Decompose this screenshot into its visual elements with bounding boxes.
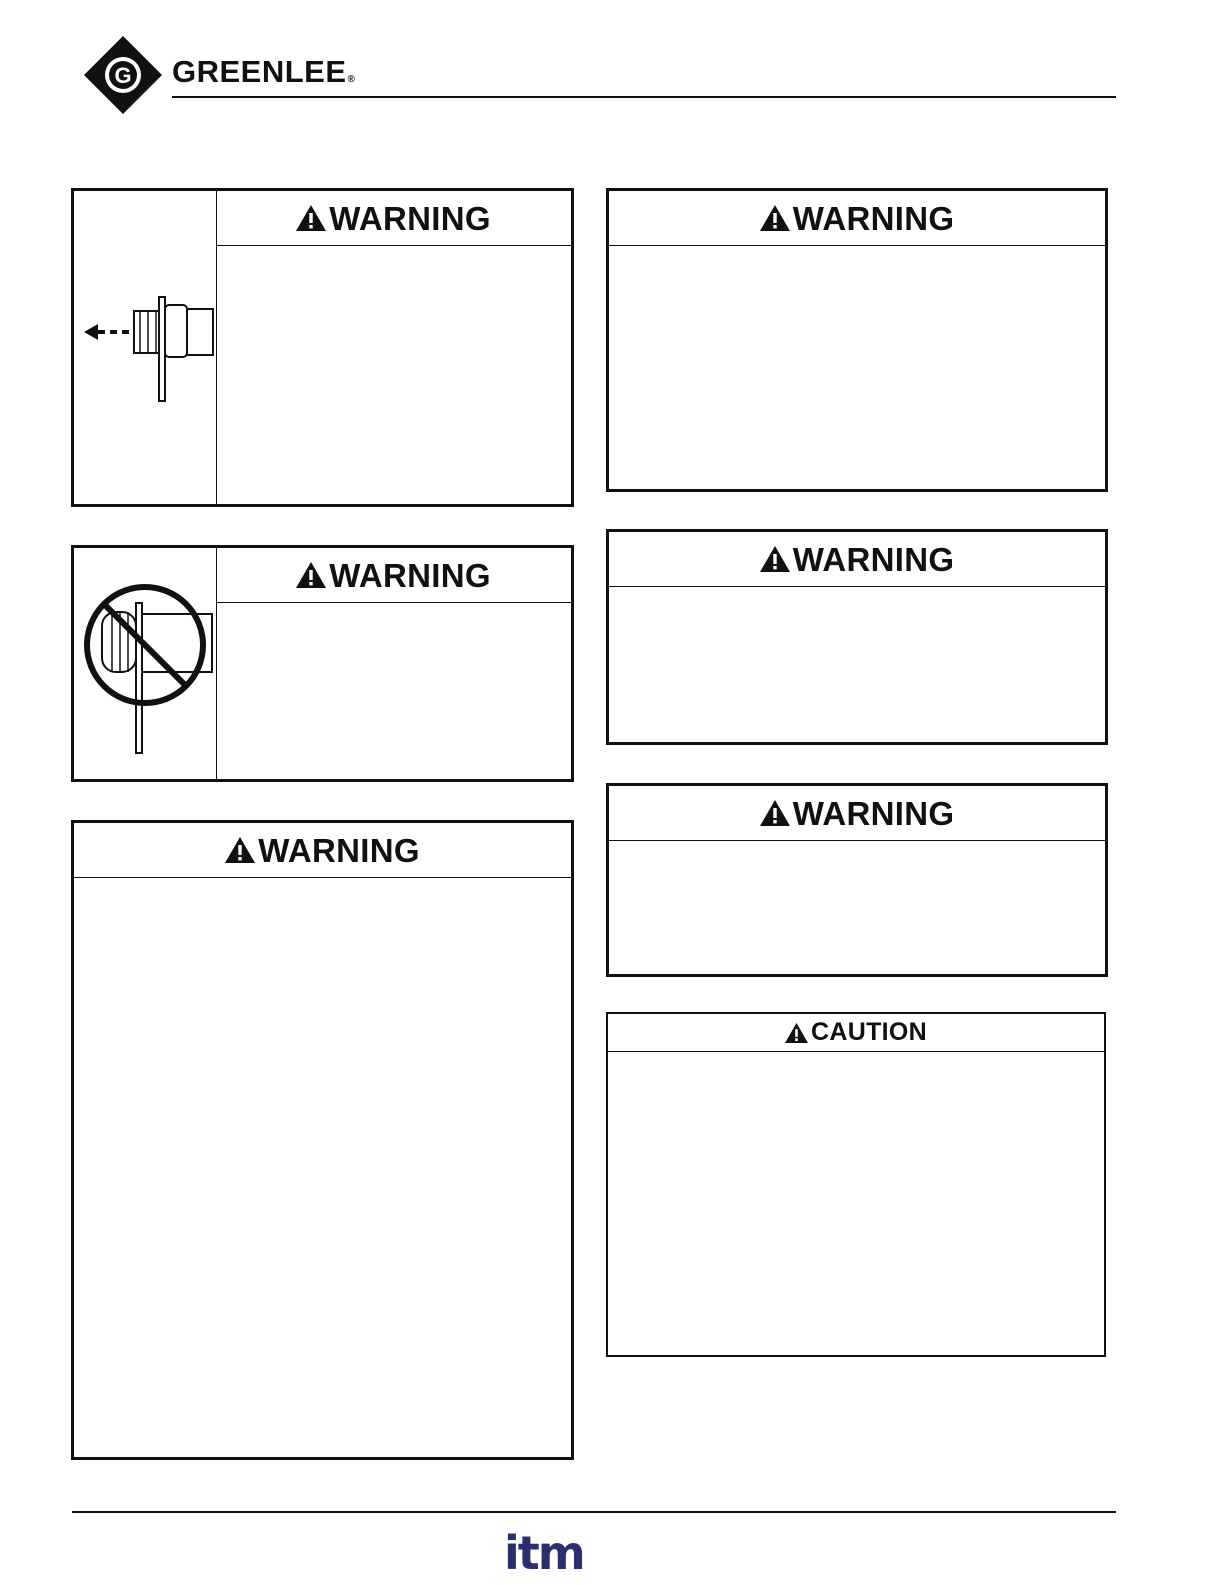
registered-mark: ®: [347, 74, 356, 85]
figure-panel: [74, 548, 217, 779]
caution-header: [608, 1014, 1104, 1052]
warning-header: [609, 532, 1105, 587]
warning-header: [609, 786, 1105, 841]
prohibited-icon: [74, 548, 216, 782]
greenlee-logo: [84, 36, 162, 114]
alert-triangle-icon: [760, 205, 790, 231]
header-rule: [172, 96, 1116, 98]
alert-triangle-icon: [225, 837, 255, 863]
itm-logo-text: itm: [504, 1531, 584, 1573]
caution-box: [606, 1012, 1106, 1357]
alert-triangle-icon: [296, 205, 326, 231]
alert-triangle-icon: [296, 562, 326, 588]
warning-box-2: [71, 545, 574, 782]
warning-label: WARNING: [792, 199, 955, 237]
warning-label: WARNING: [329, 556, 491, 594]
warning-box-4: [606, 188, 1108, 492]
brand-name-text: GREENLEE: [172, 54, 347, 89]
arrow-left-icon: [74, 191, 216, 507]
warning-box-6: [606, 783, 1108, 977]
warning-box-5: [606, 529, 1108, 745]
warning-label: WARNING: [258, 831, 420, 869]
warning-header: [609, 191, 1105, 246]
warning-label: WARNING: [329, 199, 491, 237]
warning-label: WARNING: [792, 794, 955, 832]
alert-triangle-icon: [760, 800, 790, 826]
itm-logo: [504, 1531, 596, 1573]
logo-letter: G: [114, 63, 132, 88]
warning-box-3: [71, 820, 574, 1460]
footer-rule: [72, 1511, 1116, 1513]
warning-header: [74, 823, 571, 878]
brand-name: [172, 56, 355, 87]
alert-triangle-icon: [760, 546, 790, 572]
figure-panel: [74, 191, 217, 504]
warning-box-1: [71, 188, 574, 507]
caution-label: CAUTION: [811, 1018, 927, 1046]
warning-label: WARNING: [792, 540, 955, 578]
warning-header: [216, 548, 571, 603]
alert-triangle-icon: [785, 1023, 808, 1043]
warning-header: [216, 191, 571, 246]
